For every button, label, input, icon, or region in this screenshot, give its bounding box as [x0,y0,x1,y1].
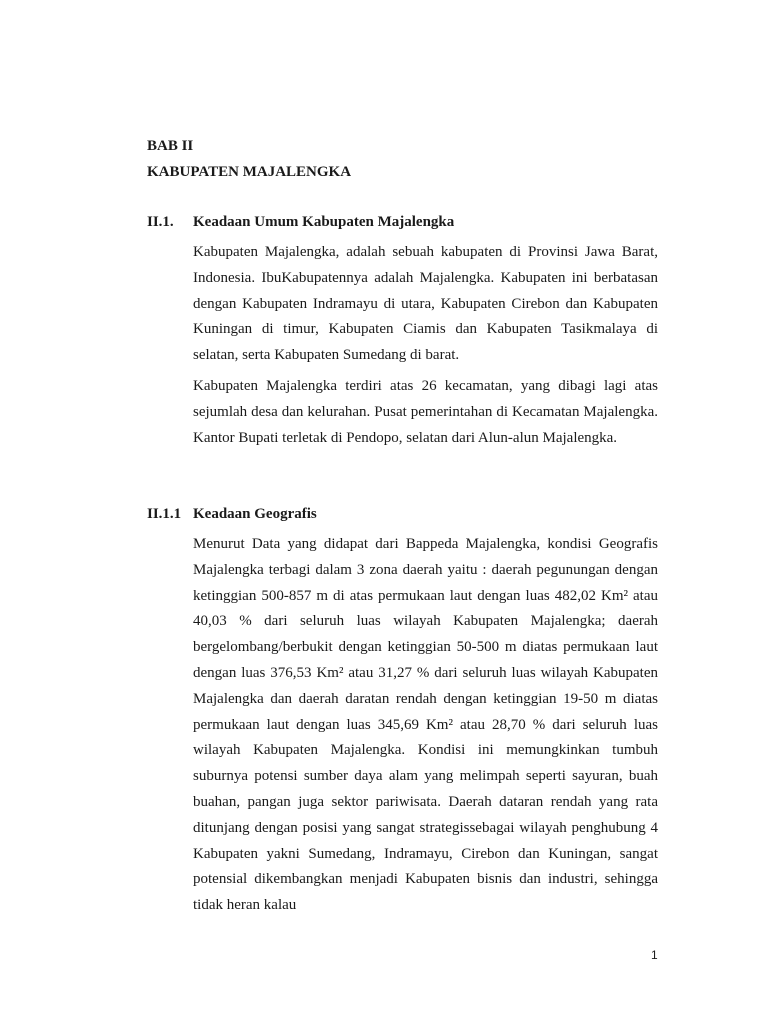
paragraph-general-1: Kabupaten Majalengka, adalah sebuah kabupaten di Provinsi Jawa Barat, Indonesia. IbuKabupatennya adalah Majalengka. Kabupaten ini berbatasan dengan Kabupaten Indramayu di utara, Kabupaten Cirebon dan Kabupaten Kuningan di timur, Kabupaten Ciamis dan Kabupaten Tasikmalaya di selatan, serta Kabupaten Sumedang di barat. [193,244,658,364]
paragraph-geography-1: Menurut Data yang didapat dari Bappeda Majalengka, kondisi Geografis Majalengka terbagi dalam 3 zona daerah yaitu : daerah pegunungan dengan ketinggian 500-857 m di atas permukaan laut dengan luas 482,02 Km² atau 40,03 % dari seluruh luas wilayah Kabupaten Majalengka; daerah bergelombang/berbukit dengan ketinggian 50-500 m diatas permukaan laut dengan luas 376,53 Km² atau 31,27 % dari seluruh luas wilayah Kabupaten Majalengka dan daerah daratan rendah dengan ketinggian 19-50 m diatas permukaan laut dengan luas 345,69 Km² atau 28,70 % dari seluruh luas wilayah Kabupaten Majalengka. Kondisi ini memungkinkan tumbuh suburnya potensi sumber daya alam yang melimpah seperti sayuran, buah buahan, pangan juga sektor pariwisata. Daerah dataran rendah yang rata ditunjang dengan posisi yang sangat strategissebagai wilayah penghubung 4 Kabupaten yakni Sumedang, Indramayu, Cirebon dan Kuningan, sangat potensial dikembangkan menjadi Kabupaten bisnis dan industri, sehingga tidak heran kalau [193,536,658,914]
page-number: 1 [651,948,658,962]
section-title: Keadaan Umum Kabupaten Majalengka [193,214,455,230]
section-heading-geography [147,504,317,524]
section-number: II.1.1 [147,506,182,522]
paragraph-general-2: Kabupaten Majalengka terdiri atas 26 kecamatan, yang dibagi lagi atas sejumlah desa dan kelurahan. Pusat pemerintahan di Kecamatan Majalengka. Kantor Bupati terletak di Pendopo, selatan dari Alun-alun Majalengka. [193,378,658,446]
chapter-label: BAB II [147,138,194,154]
chapter-title: KABUPATEN MAJALENGKA [147,164,352,180]
section-heading-general [147,212,454,232]
section-title: Keadaan Geografis [193,506,317,522]
section-number: II.1. [147,214,174,230]
